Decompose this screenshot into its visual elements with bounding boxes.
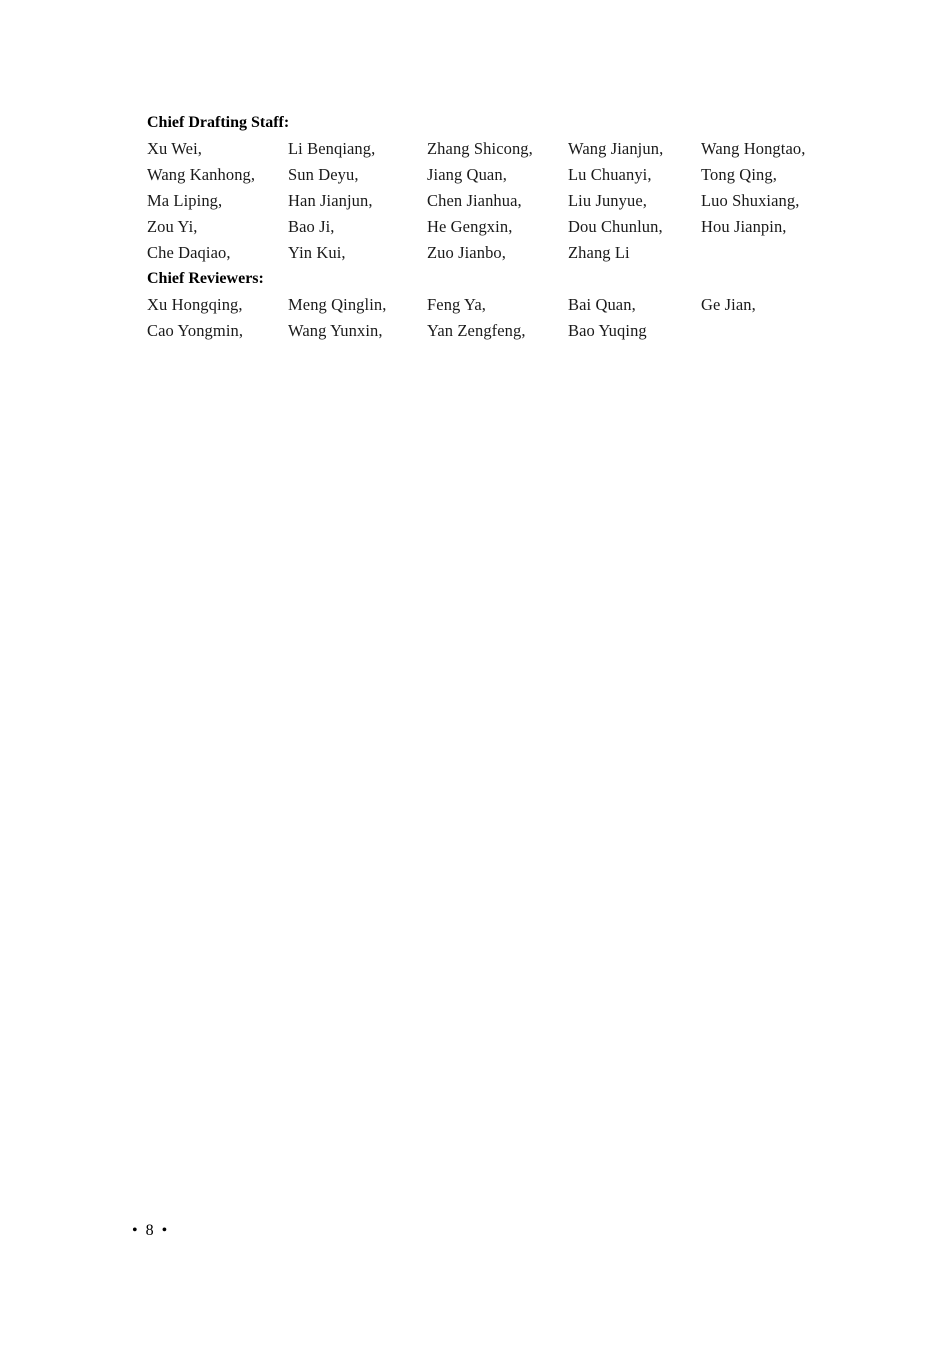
person-name: Zhang Shicong, (427, 139, 533, 158)
person-name: Wang Hongtao, (701, 139, 806, 158)
person-name: Zou Yi, (147, 217, 198, 236)
person-name: Li Benqiang, (288, 139, 376, 158)
person-name: Zuo Jianbo, (427, 243, 507, 262)
person-name: Han Jianjun, (288, 191, 373, 210)
footer-bullet-right: • (161, 1222, 168, 1239)
name-row (147, 292, 847, 318)
person-name: Liu Junyue, (568, 191, 648, 210)
page-number: 8 (145, 1222, 154, 1239)
name-row (147, 318, 847, 344)
person-name: He Gengxin, (427, 217, 513, 236)
person-name: Bai Quan, (568, 295, 636, 314)
person-name: Che Daqiao, (147, 243, 231, 262)
section-heading: Chief Reviewers: (147, 270, 264, 287)
name-row (147, 136, 847, 162)
person-name: Luo Shuxiang, (701, 191, 800, 210)
name-row (147, 162, 847, 188)
person-name: Jiang Quan, (427, 165, 507, 184)
person-name: Xu Hongqing, (147, 295, 243, 314)
person-name: Chen Jianhua, (427, 191, 522, 210)
person-name: Bao Ji, (288, 217, 335, 236)
person-name: Xu Wei, (147, 139, 202, 158)
person-name (701, 318, 841, 344)
person-name: Feng Ya, (427, 295, 487, 314)
person-name: Dou Chunlun, (568, 217, 663, 236)
page-footer (124, 1220, 175, 1242)
person-name: Wang Yunxin, (288, 321, 383, 340)
person-name: Cao Yongmin, (147, 321, 244, 340)
person-name (701, 240, 841, 266)
personnel-list (147, 110, 847, 344)
person-name: Ge Jian, (701, 295, 756, 314)
person-name: Meng Qinglin, (288, 295, 387, 314)
person-name: Bao Yuqing (568, 321, 647, 340)
person-name: Wang Kanhong, (147, 165, 256, 184)
person-name: Zhang Li (568, 243, 630, 262)
name-row (147, 240, 847, 266)
person-name: Yan Zengfeng, (427, 321, 526, 340)
section-heading: Chief Drafting Staff: (147, 114, 290, 131)
person-name: Lu Chuanyi, (568, 165, 652, 184)
person-name: Tong Qing, (701, 165, 777, 184)
person-name: Hou Jianpin, (701, 217, 787, 236)
person-name: Yin Kui, (288, 243, 346, 262)
footer-bullet-left: • (132, 1222, 138, 1239)
person-name: Ma Liping, (147, 191, 223, 210)
name-row (147, 214, 847, 240)
section-1 (147, 266, 847, 344)
section-0 (147, 110, 847, 266)
person-name: Wang Jianjun, (568, 139, 664, 158)
person-name: Sun Deyu, (288, 165, 359, 184)
name-row (147, 188, 847, 214)
